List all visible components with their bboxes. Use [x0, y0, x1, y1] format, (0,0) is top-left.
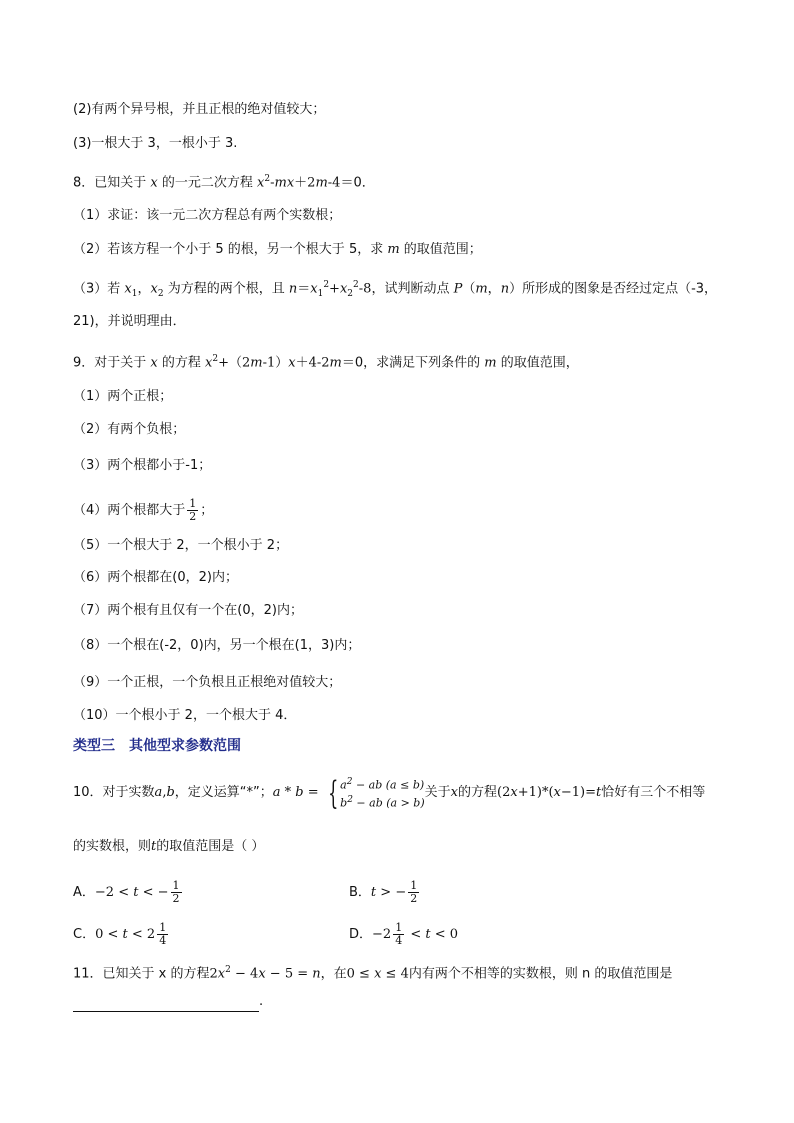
question-9-item-4: （4）两个根都大于 $\frac{1}{2}$ ； — [73, 497, 214, 523]
question-8-part3-cont: 21)，并说明理由． — [73, 314, 186, 329]
answer-blank[interactable] — [73, 997, 259, 1012]
question-9-item-1: （1）两个正根； — [73, 389, 173, 404]
fraction-one-half: $\frac{1}{2}$ — [189, 497, 197, 523]
question-8-part3: （3）若 $x_1$，$x_2$ 为方程的两个根，且 $n=x_1^2+x_2^2-8$，试判断动点 P（m，n）所形成的图象是否经过定点（-3， — [73, 280, 718, 299]
section-heading — [73, 736, 241, 756]
question-10-stem: 10．对于实数a,b，定义运算“*”；a * b = { $a^2$ − ab (a ≤ b) $b^2$ − ab (a > b) 关于x的方程(2x+1)*(x−1)=t恰好有三个不相等 — [73, 773, 706, 812]
question-8-part1: （1）求证：该一元二次方程总有两个实数根； — [73, 208, 342, 223]
question-11-stem: 11．已知关于 x 的方程$2x^2 - 4x - 5 = n$，在0 ≤ x ≤ 4内有两个不相等的实数根，则 n 的取值范围是 — [73, 965, 673, 982]
question-9-stem: 9．对于关于 x 的方程 $x^2+(2m-1)x+4-2m=0$，求满足下列条件的 m 的取值范围， — [73, 354, 579, 371]
question-9-item-8: （8）一个根在(-2，0)内，另一个根在(1，3)内； — [73, 638, 361, 653]
question-9-item-10: （10）一个根小于 2，一个根大于 4． — [73, 708, 297, 723]
question-8-stem: 8．已知关于 x 的一元二次方程 $x^2-mx+2m-4=0$． — [73, 174, 375, 191]
option-d: D．−2 $\frac{1}{4}$ < t < 0 — [349, 921, 459, 947]
question-9-item-5: （5）一个根大于 2，一个根小于 2； — [73, 538, 289, 553]
question-9-item-9: （9）一个正根，一个负根且正根绝对值较大； — [73, 675, 342, 690]
line-q7-part3: (3)一根大于 3，一根小于 3. — [73, 136, 238, 151]
section-heading-title: 其他型求参数范围 — [129, 738, 241, 754]
question-9-item-6: （6）两个根都在(0，2)内； — [73, 570, 238, 585]
piecewise-definition: { $a^2$ − ab (a ≤ b) $b^2$ − ab (a > b) — [327, 773, 425, 812]
question-9-item-7: （7）两个根有且仅有一个在(0，2)内； — [73, 603, 303, 618]
question-9-item-2: （2）有两个负根； — [73, 422, 186, 437]
option-b: B．t > − $\frac{1}{2}$ — [349, 879, 418, 905]
option-a: A．−2 < t < − $\frac{1}{2}$ — [73, 879, 180, 905]
question-9-item-3: （3）两个根都小于-1； — [73, 458, 212, 473]
question-8-part2: （2）若该方程一个小于 5 的根，另一个根大于 5，求 m 的取值范围； — [73, 242, 482, 257]
option-c: C．0 < t < 2 $\frac{1}{4}$ — [73, 921, 167, 947]
question-11-answer-line: . — [73, 992, 263, 1012]
section-heading-label: 类型三 — [73, 738, 115, 754]
line-q7-part2: (2)有两个异号根，并且正根的绝对值较大； — [73, 102, 326, 117]
question-10-stem-cont: 的实数根，则t的取值范围是（ ） — [73, 839, 265, 854]
